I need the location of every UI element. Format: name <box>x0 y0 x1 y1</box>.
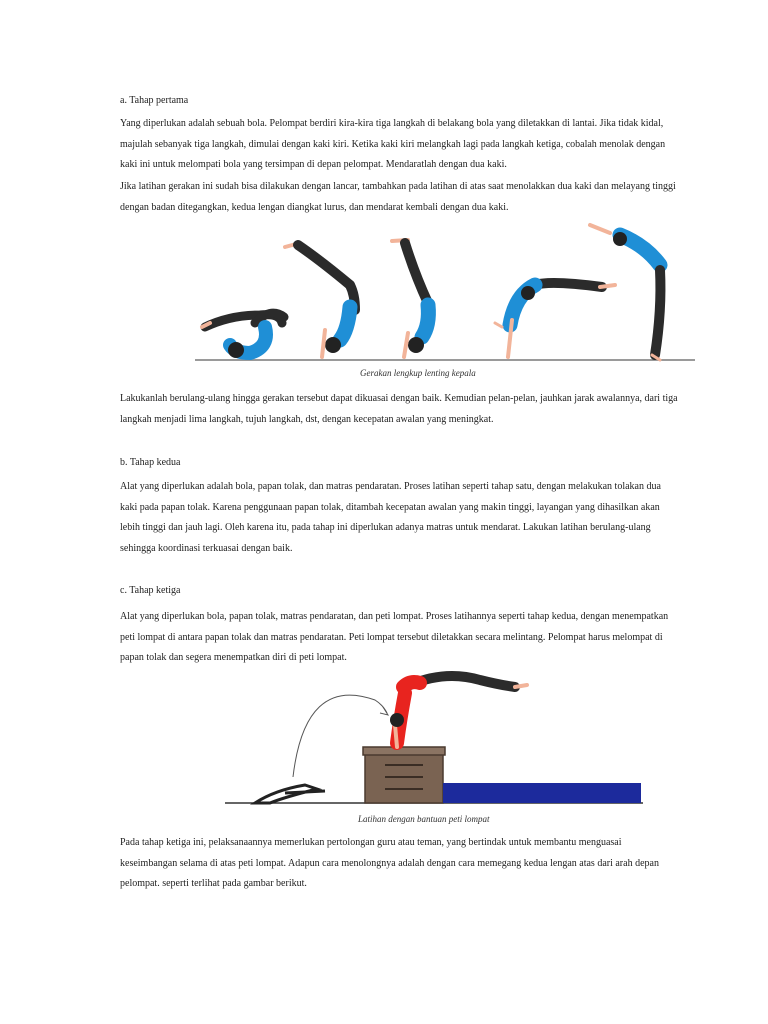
section-a-heading: a. Tahap pertama <box>120 95 189 106</box>
vault-box-top <box>363 747 445 755</box>
gymnast-pose-4 <box>495 283 615 357</box>
headspring-sequence-illustration <box>190 215 700 365</box>
figure-2-caption: Latihan dengan bantuan peti lompat <box>358 814 490 824</box>
gymnast-pose-5 <box>590 225 660 360</box>
section-c-paragraph-2: Pada tahap ketiga ini, pelaksanaannya memerlukan pertolongan guru atau teman, yang bertindak untuk membantu menguasai keseimbangan selama di atas peti lompat. Adapun cara menolongnya adalah dengan cara memegang kedua lengan atas dari arah depan pelompat. seperti terlihat pada gambar berikut. <box>120 837 659 889</box>
section-a-paragraph-3: Lakukanlah berulang-ulang hingga gerakan tersebut dapat dikuasai dengan baik. Kemudian pelan-pelan, jauhkan jarak awalannya, dari tiga langkah menjadi lima langkah, tujuh langkah, dst, dengan kecepatan awalan yang meningkat. <box>120 393 678 425</box>
gymnast-pose-3 <box>392 240 428 357</box>
vault-box-illustration <box>225 665 645 810</box>
gymnast-pose-2 <box>285 243 355 357</box>
section-b-paragraph-1: Alat yang diperlukan adalah bola, papan tolak, dan matras pendaratan. Proses latihan seperti tahap satu, dengan melakukan tolakan dua kaki pada papan tolak. Karena penggunaan papan tolak, ditambah kecepatan awalan yang makin tinggi, layangan yang dihasilkan akan lebih tinggi dan jauh lagi. Oleh karena itu, pada tahap ini diperlukan adanya matras untuk mendarat. Lakukan latihan berulang-ulang sehingga koordinasi terkuasai dengan baik. <box>120 481 661 554</box>
gymnast-pose-1 <box>202 313 284 358</box>
landing-mat <box>443 783 641 803</box>
gymnast-on-vault <box>390 676 527 747</box>
section-a-paragraph-2: Jika latihan gerakan ini sudah bisa dilakukan dengan lancar, tambahkan pada latihan di atas saat menolakkan dua kaki dan melayang tinggi dengan badan ditegangkan, kedua lengan diangkat lurus, dan mendarat kembali dengan dua kaki. <box>120 181 676 213</box>
section-c-paragraph-1: Alat yang diperlukan bola, papan tolak, matras pendaratan, dan peti lompat. Proses latihannya seperti tahap kedua, dengan menempatkan peti lompat di antara papan tolak dan matras pendaratan. Peti lompat tersebut diletakkan secara melintang. Pelompat harus melompat di papan tolak dan segera menempatkan diri di peti lompat. <box>120 611 669 663</box>
arrow-head <box>380 707 388 715</box>
springboard-top <box>285 791 325 793</box>
figure-1-caption: Gerakan lengkup lenting kepala <box>360 368 476 378</box>
section-a-paragraph-1: Yang diperlukan adalah sebuah bola. Pelompat berdiri kira-kira tiga langkah di belakang bola yang diletakkan di lantai. Jika tidak kidal, majulah sebanyak tiga langkah, dimulai dengan kaki kiri. Ketika kaki kiri melangkah lagi pada langkah ketiga, cobalah menolak dengan kaki ini untuk melompati bola yang tersimpan di depan pelompat. Mendaratlah dengan dua kaki. <box>120 118 666 170</box>
section-b-heading: b. Tahap kedua <box>120 457 181 468</box>
section-c-heading: c. Tahap ketiga <box>120 585 181 596</box>
